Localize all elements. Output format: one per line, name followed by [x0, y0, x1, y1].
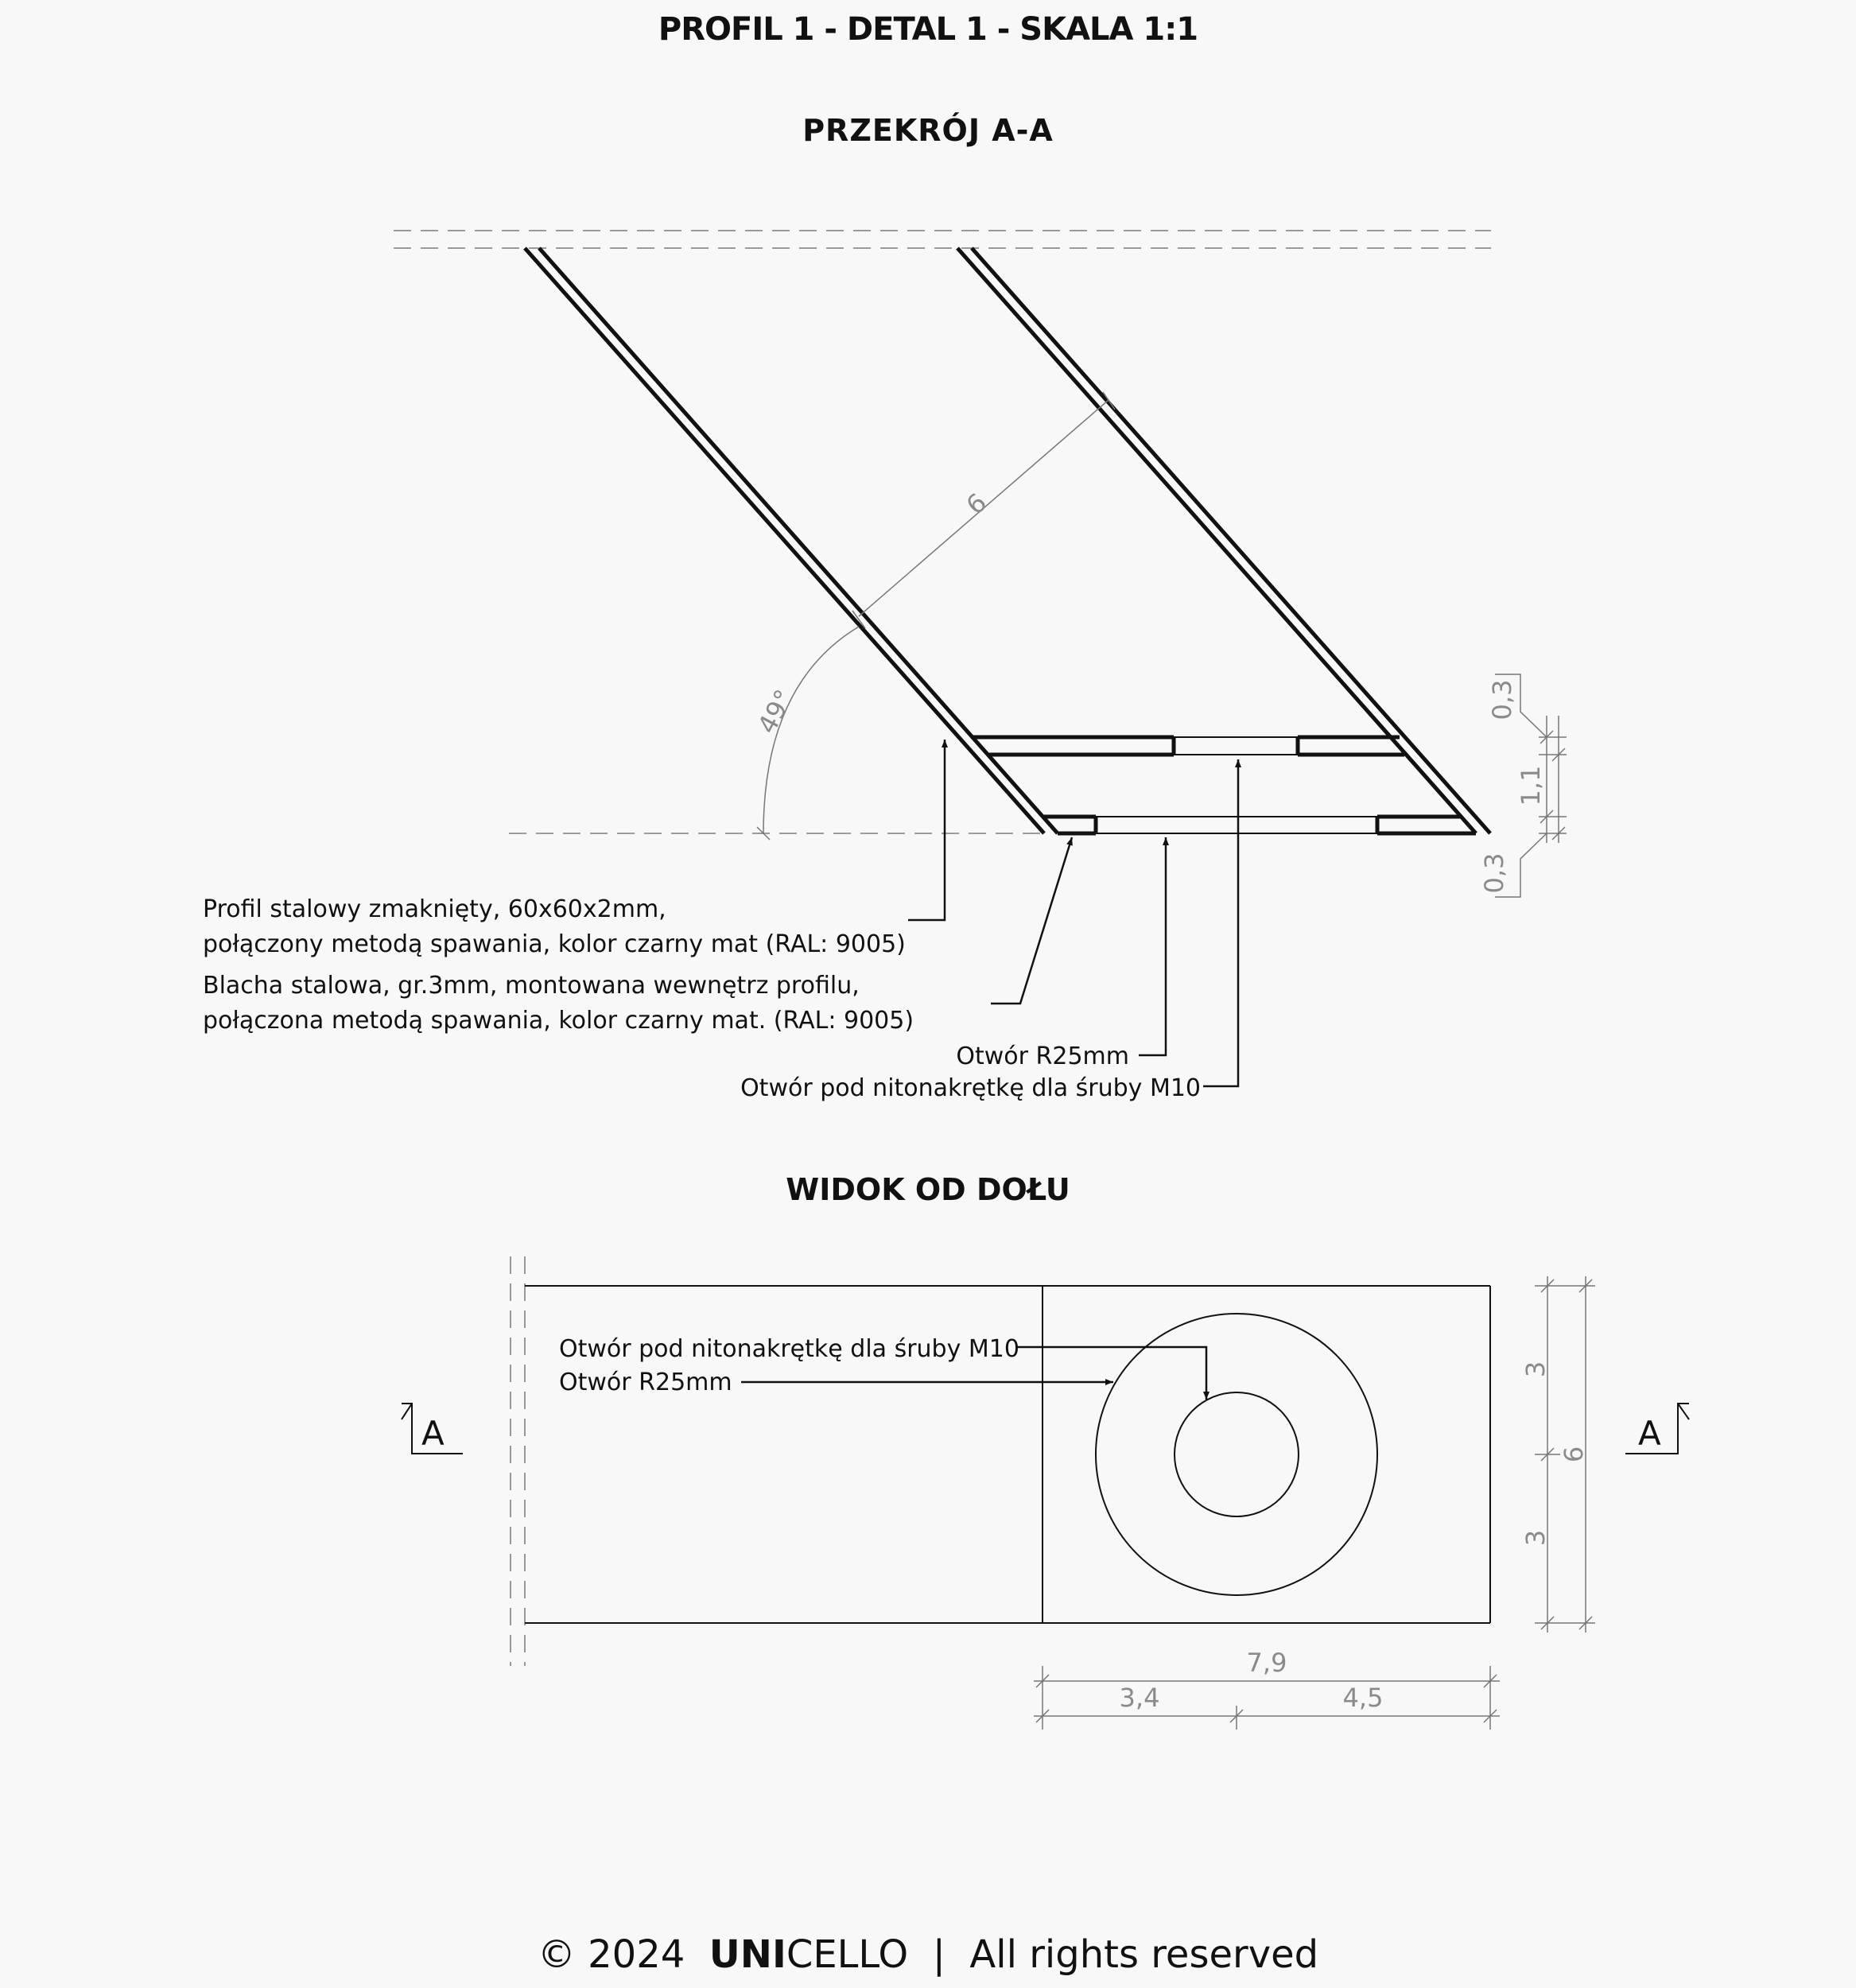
middle-dimension-label: 1,1: [1516, 765, 1546, 806]
right-part-label: 4,5: [1342, 1683, 1384, 1713]
footer-rights: All rights reserved: [969, 1932, 1319, 1977]
profile-note: [203, 892, 906, 962]
profile-note-line1: Profil stalowy zmaknięty, 60x60x2mm,: [203, 895, 666, 923]
section-marker-left-label: A: [421, 1414, 445, 1453]
plate-note: [203, 969, 914, 1039]
upper-plate: [973, 737, 1404, 755]
plate-note-line1: Blacha stalowa, gr.3mm, montowana wewnętrz profilu,: [203, 972, 860, 1000]
top-gap-label: 0,3: [1487, 679, 1517, 720]
half-bottom-label: 3: [1520, 1529, 1551, 1547]
view-title: WIDOK OD DOŁU: [786, 1172, 1070, 1207]
left-part-label: 3,4: [1119, 1683, 1160, 1713]
plate-leader: [991, 837, 1072, 1004]
hole-r25-leader: [1139, 837, 1166, 1055]
width-dimension-label: 6: [960, 487, 992, 521]
break-lines: [511, 1256, 525, 1666]
total-length-label: 7,9: [1246, 1648, 1287, 1678]
hole-r25-note: Otwór R25mm: [956, 1043, 1129, 1070]
leader-lines: [908, 740, 1238, 1086]
bottom-plate-hole: [1096, 817, 1377, 833]
top-reference-lines: [394, 231, 1491, 248]
height-label: 6: [1559, 1446, 1589, 1463]
drawing-title: PROFIL 1 - DETAL 1 - SKALA 1:1: [658, 11, 1198, 48]
plate-note-line2: połączona metodą spawania, kolor czarny mat. (RAL: 9005): [203, 1007, 914, 1035]
bottom-gap-label: 0,3: [1479, 852, 1509, 894]
hole-m10-note: Otwór pod nitonakrętkę dla śruby M10: [740, 1074, 1201, 1102]
bottom-view: [402, 1256, 1689, 1730]
profile-note-line2: połączony metodą spawania, kolor czarny mat (RAL: 9005): [203, 930, 906, 958]
profile-wall-right: [957, 248, 1490, 833]
hole-m10-circle: [1175, 1392, 1299, 1516]
profile-leader: [908, 740, 945, 920]
hole-m10-leader: [1203, 759, 1238, 1086]
footer-brand-rest: CELLO: [786, 1932, 909, 1977]
half-top-label: 3: [1520, 1361, 1551, 1378]
footer-brand-bold: UNI: [709, 1932, 786, 1977]
footer-separator: |: [932, 1932, 945, 1977]
section-title: PRZEKRÓJ A-A: [802, 113, 1054, 148]
angle-label: 49°: [751, 684, 800, 739]
bottom-plate: [1043, 817, 1476, 833]
footer: [0, 1932, 1856, 1977]
view-hole-m10-note: Otwór pod nitonakrętkę dla śruby M10: [559, 1335, 1019, 1363]
profile-wall-left: [525, 248, 1058, 833]
hole-r25-circle: [1096, 1314, 1377, 1595]
upper-plate-hole: [1174, 737, 1298, 755]
footer-copyright: © 2024: [537, 1932, 685, 1977]
section-marker-right-label: A: [1638, 1414, 1661, 1453]
view-hole-r25-note: Otwór R25mm: [559, 1369, 732, 1396]
